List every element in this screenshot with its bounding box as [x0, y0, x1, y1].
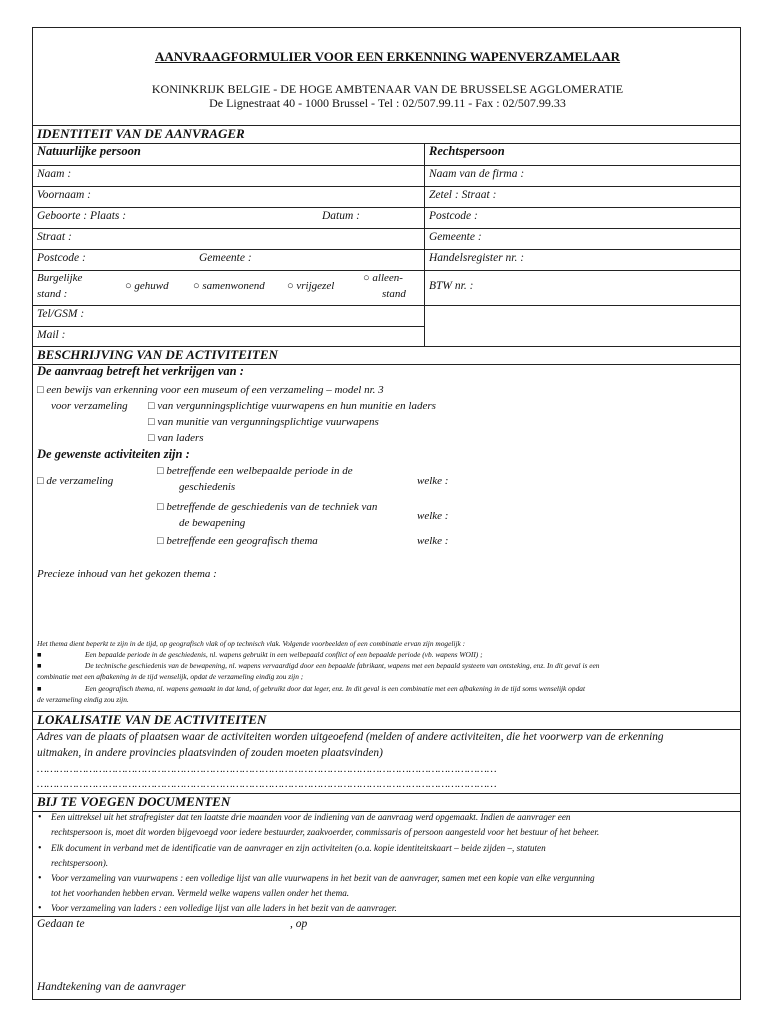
field-gemeente[interactable]: Gemeente : — [199, 252, 252, 264]
location-text-2: uitmaken, in andere provincies plaatsvinden of zouden moeten plaatsvinden) — [37, 747, 383, 759]
theme-example-3: Een geografisch thema, nl. wapens gemaakt in dat land, of gebruikt door dat leger, enz. In dit geval is een combinatie met een afbakening in de tijd soms wenselijk opdat — [85, 684, 586, 693]
theme-example-3b: de verzameling eindig zou zijn. — [37, 695, 129, 704]
date-field[interactable]: , op — [290, 918, 308, 930]
divider — [33, 186, 740, 187]
period-which: welke : — [417, 475, 449, 487]
doc-firearms-list-2: tot het voorhanden hebben ervan. Vermeld welke wapens vallen onder het thema. — [51, 888, 350, 898]
geographic-which: welke : — [417, 535, 449, 547]
technique-which: welke : — [417, 510, 449, 522]
theme-example-2: De technische geschiedenis van de bewapening, nl. wapens vervaardigd door een bepaalde fabrikant, wapens met een bepaald systeem van ontsteking, enz. In dit geval is een — [85, 661, 600, 670]
doc-firearms-list: Voor verzameling van vuurwapens : een volledige lijst van alle vuurwapens in het bezit van de aanvrager, samen met een kopie van elke vergunning — [51, 873, 595, 883]
bullet-icon: ■ — [37, 650, 42, 659]
theme-note: Het thema dient beperkt te zijn in de tijd, op geografisch vlak of op technisch vlak. Volgende voorbeelden of een combinatie ervan zijn mogelijk : — [37, 639, 466, 648]
natural-person-heading: Natuurlijke persoon — [37, 144, 141, 158]
option-collection[interactable]: □ de verzameling — [37, 475, 114, 487]
bullet-icon: • — [38, 903, 42, 914]
request-heading: De aanvraag betreft het verkrijgen van : — [37, 364, 244, 378]
option-samenwonend[interactable]: ○ samenwonend — [193, 280, 265, 292]
authority-line: KONINKRIJK BELGIE - DE HOGE AMBTENAAR VAN DE BRUSSELSE AGGLOMERATIE — [151, 82, 624, 96]
collection-label: voor verzameling — [51, 400, 128, 412]
field-postcode[interactable]: Postcode : — [37, 252, 86, 264]
divider — [33, 326, 425, 327]
option-museum-collection[interactable]: □ een bewijs van erkenning voor een museum of een verzameling – model nr. 3 — [37, 384, 384, 396]
field-legal-postcode[interactable]: Postcode : — [429, 210, 478, 222]
field-straat[interactable]: Straat : — [37, 231, 72, 243]
field-firma[interactable]: Naam van de firma : — [429, 168, 525, 180]
field-btw[interactable]: BTW nr. : — [429, 280, 474, 292]
option-vrijgezel[interactable]: ○ vrijgezel — [287, 280, 335, 292]
field-handelsregister[interactable]: Handelsregister nr. : — [429, 252, 525, 264]
field-mail[interactable]: Mail : — [37, 329, 66, 341]
location-dotted-line-2[interactable]: …………………………………………………………………………………………………………………………… — [37, 778, 497, 790]
divider — [33, 305, 740, 306]
doc-identification: Elk document in verband met de identificatie van de aanvrager en zijn activiteiten (o.a. kopie identiteitskaart – beide zijden –, statuten — [51, 843, 546, 853]
divider — [33, 249, 740, 250]
form-title: AANVRAAGFORMULIER VOOR EEN ERKENNING WAPENVERZAMELAAR — [154, 49, 621, 64]
signature-field[interactable]: Handtekening van de aanvrager — [37, 981, 186, 993]
doc-magazines-list: Voor verzameling van laders : een volledige lijst van alle laders in het bezit van de aanvrager. — [51, 903, 397, 913]
option-technique[interactable]: □ betreffende de geschiedenis van de techniek van — [157, 501, 378, 513]
option-technique-2: de bewapening — [179, 517, 246, 529]
marital-status-label-2: stand : — [37, 288, 68, 300]
doc-identification-2: rechtspersoon). — [51, 858, 109, 868]
address-line: De Lignestraat 40 - 1000 Brussel - Tel : 02/507.99.11 - Fax : 02/507.99.33 — [209, 96, 566, 110]
documents-heading: BIJ TE VOEGEN DOCUMENTEN — [37, 794, 231, 809]
form-frame — [32, 27, 741, 1000]
divider — [33, 165, 740, 166]
divider — [33, 207, 740, 208]
location-heading: LOKALISATIE VAN DE ACTIVITEITEN — [37, 712, 267, 727]
bullet-icon: • — [38, 873, 42, 884]
bullet-icon: ■ — [37, 684, 42, 693]
location-text-1: Adres van de plaats of plaatsen waar de activiteiten worden uitgeoefend (melden of andere activiteiten, die het voorwerp van de erkenning — [37, 731, 664, 743]
bullet-icon: • — [38, 843, 42, 854]
marital-status-label-1: Burgelijke — [37, 272, 83, 284]
field-voornaam[interactable]: Voornaam : — [37, 189, 91, 201]
divider — [33, 729, 740, 730]
field-birthplace[interactable]: Geboorte : Plaats : — [37, 210, 127, 222]
location-dotted-line-1[interactable]: …………………………………………………………………………………………………………………………… — [37, 763, 497, 775]
option-period-2: geschiedenis — [179, 481, 236, 493]
option-firearms[interactable]: □ van vergunningsplichtige vuurwapens en hun munitie en laders — [148, 400, 436, 412]
identity-heading: IDENTITEIT VAN DE AANVRAGER — [37, 126, 245, 141]
option-ammunition[interactable]: □ van munitie van vergunningsplichtige vuurwapens — [148, 416, 379, 428]
field-legal-gemeente[interactable]: Gemeente : — [429, 231, 482, 243]
bullet-icon: ■ — [37, 661, 42, 670]
option-magazines[interactable]: □ van laders — [148, 432, 204, 444]
desired-heading: De gewenste activiteiten zijn : — [37, 447, 190, 461]
option-gehuwd[interactable]: ○ gehuwd — [125, 280, 169, 292]
theme-example-1: Een bepaalde periode in de geschiedenis, nl. wapens gebruikt in een welbepaald conflict of een bepaalde periode (vb. wapens WOII) ; — [85, 650, 483, 659]
option-period[interactable]: □ betreffende een welbepaalde periode in de — [157, 465, 353, 477]
bullet-icon: • — [38, 812, 42, 823]
option-geographic[interactable]: □ betreffende een geografisch thema — [157, 535, 318, 547]
place-field[interactable]: Gedaan te — [37, 918, 85, 930]
doc-criminal-record: Een uittreksel uit het strafregister dat ten laatste drie maanden voor de indiening van de aanvraag werd opgemaakt. Indien de aanvrager een — [51, 812, 571, 822]
activities-heading: BESCHRIJVING VAN DE ACTIVITEITEN — [37, 347, 278, 362]
doc-criminal-record-2: rechtspersoon is, moet dit worden bijgevoegd voor iedere bestuurder, zaakvoerder, commissaris of persoon aangesteld voor het bestuur of het beheer. — [51, 827, 600, 837]
column-divider — [424, 143, 425, 347]
field-zetel[interactable]: Zetel : Straat : — [429, 189, 497, 201]
field-birthdate[interactable]: Datum : — [322, 210, 361, 222]
divider — [33, 916, 740, 917]
theme-example-2b: combinatie met een afbakening in de tijd wenselijk, opdat de verzameling eindig zou zijn ; — [37, 672, 304, 681]
field-naam[interactable]: Naam : — [37, 168, 72, 180]
option-alleenstaand-1[interactable]: ○ alleen- — [363, 272, 403, 284]
divider — [33, 228, 740, 229]
legal-person-heading: Rechtspersoon — [429, 144, 505, 158]
field-telgsm[interactable]: Tel/GSM : — [37, 308, 85, 320]
option-alleenstaand-2: stand — [382, 288, 406, 300]
divider — [33, 270, 740, 271]
precise-theme-label[interactable]: Precieze inhoud van het gekozen thema : — [37, 568, 217, 580]
